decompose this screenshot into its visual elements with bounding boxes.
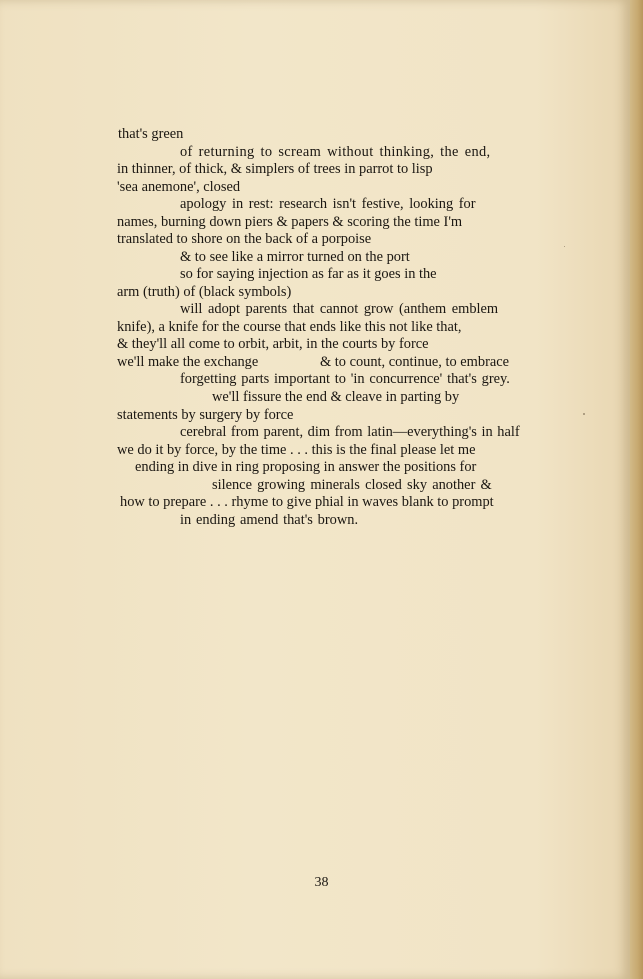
paper-speck bbox=[564, 246, 565, 247]
poem-line: & they'll all come to orbit, arbit, in the courts by force bbox=[117, 336, 429, 352]
poem-line: that's green bbox=[118, 126, 184, 142]
poem-line: & to see like a mirror turned on the port bbox=[180, 249, 410, 265]
poem-line: statements by surgery by force bbox=[117, 407, 294, 423]
poem-line: knife), a knife for the course that ends like this not like that, bbox=[117, 319, 462, 335]
poem-line: cerebral from parent, dim from latin—everything's in half bbox=[180, 424, 520, 440]
poem-line: names, burning down piers & papers & scoring the time I'm bbox=[117, 214, 463, 230]
poem-line: ending in dive in ring proposing in answer the positions for bbox=[135, 459, 477, 475]
poem-line: so for saying injection as far as it goes in the bbox=[180, 266, 437, 282]
poem-line: we do it by force, by the time . . . this is the final please let me bbox=[117, 442, 476, 458]
poem-line: will adopt parents that cannot grow (anthem emblem bbox=[180, 301, 499, 317]
book-spine-edge bbox=[630, 0, 643, 979]
paper-speck bbox=[583, 413, 585, 415]
page-number: 38 bbox=[314, 875, 329, 890]
poem-line: we'll fissure the end & cleave in parting by bbox=[212, 389, 460, 405]
poem-line: translated to shore on the back of a porpoise bbox=[117, 231, 372, 247]
poem-line: of returning to scream without thinking, the end, bbox=[180, 144, 491, 160]
poem-line: in thinner, of thick, & simplers of trees in parrot to lisp bbox=[117, 161, 433, 177]
poem-line: 'sea anemone', closed bbox=[117, 179, 241, 195]
poem-line: forgetting parts important to 'in concurrence' that's grey. bbox=[180, 371, 510, 387]
poem-line: we'll make the exchange bbox=[117, 354, 259, 370]
poem-line: silence growing minerals closed sky another & bbox=[212, 477, 492, 493]
poem-line: in ending amend that's brown. bbox=[180, 512, 359, 528]
poem-line: & to count, continue, to embrace bbox=[320, 354, 510, 370]
poem-line: how to prepare . . . rhyme to give phial in waves blank to prompt bbox=[120, 494, 494, 510]
poem-line: arm (truth) of (black symbols) bbox=[117, 284, 292, 300]
poem-line: apology in rest: research isn't festive, looking for bbox=[180, 196, 476, 212]
